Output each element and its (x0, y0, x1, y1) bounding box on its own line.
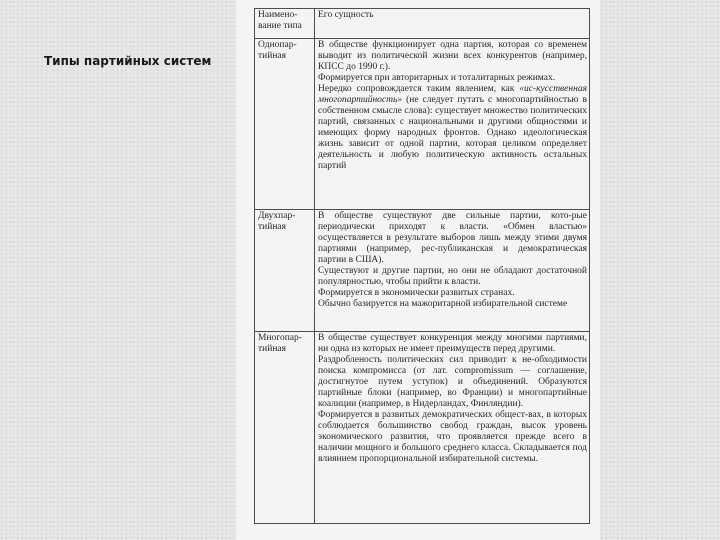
essence-one-party-intro: В обществе функционирует одна партия, которая со временем выводит из политической жизни всех конкурентов (например, КПСС до 1990 г.). Формируется при авторитарных и тоталитарных режимах. Нередко сопровождается таким явлением, как (318, 40, 587, 94)
slide-title: Типы партийных систем (44, 54, 212, 68)
type-name-multi-party: Многопар- тийная (255, 332, 315, 524)
header-type-name: Наимено- вание типа (255, 9, 315, 39)
table-row-two-party (255, 210, 590, 332)
table-header-row (255, 9, 590, 39)
type-name-two-party: Двухпар- тийная (255, 210, 315, 332)
essence-one-party-emphasis: «ис-кусственная многопартийность» (318, 84, 587, 105)
type-name-one-party: Однопар- тийная (255, 39, 315, 210)
table-row-one-party (255, 39, 590, 210)
party-systems-table (254, 8, 590, 524)
essence-one-party-rest: (не следует путать с многопартийностью в собственном смысле слова): существует множество политических партий, связанных с национальными и другими общностями и имеющих форму народных фронтов. Однако идеологическая жизнь зависит от одной партии, которая целиком определяет деятельность и любую политическую активность остальных партий (318, 95, 587, 171)
essence-one-party (315, 39, 590, 210)
table-row-multi-party (255, 332, 590, 524)
essence-two-party: В обществе существуют две сильные партии, кото-рые периодически приходят к власти. «Обмен властью» осуществляется в результате выборов лишь между этими двумя партиями (например, рес-публиканская и демократическая партии в США). Существуют и другие партии, но они не обладают достаточной популярностью, чтобы прийти к власти. Формируется в экономически развитых странах. Обычно базируется на мажоритарной избирательной системе (315, 210, 590, 332)
essence-multi-party: В обществе существует конкуренция между многими партиями, ни одна из которых не имеет преимуществ перед другими. Раздробленость политических сил приводит к не-обходимости поиска компромисса (от лат. compromissum — соглашение, достигнутое путем уступок) и объединений. Образуются партийные блоки (например, во Франции) и многопартийные коалиции (например, в Нидерландах, Финляндии). Формируется в развитых демократических общест-вах, в которых соблюдается большинство свобод граждан, высок уровень экономического развития, что проявляется прежде всего в наличии мощного и большого среднего класса. Складывается под влиянием пропорциональной избирательной системы. (315, 332, 590, 524)
header-essence: Его сущность (315, 9, 590, 39)
